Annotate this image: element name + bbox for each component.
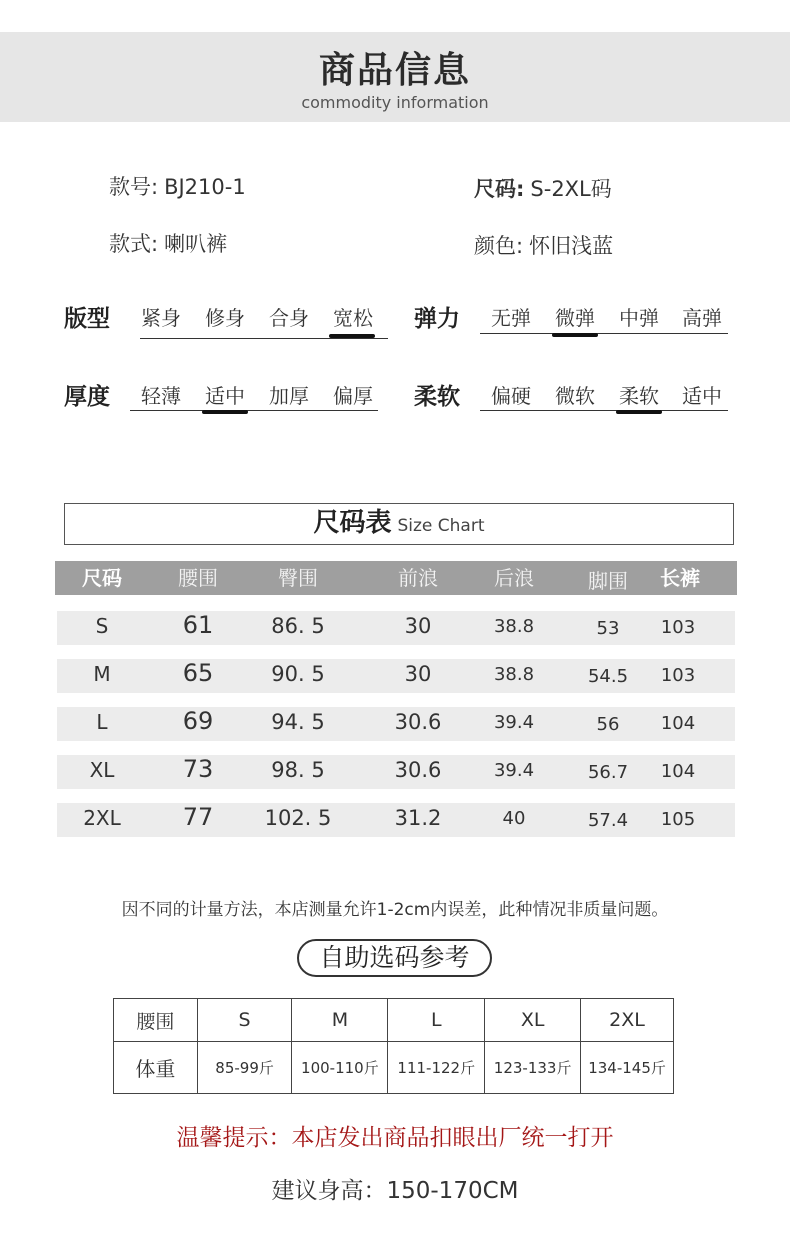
size-chart-title-cn: 尺码表 xyxy=(313,508,392,538)
table-cell-weight: 85-99斤 xyxy=(197,1042,292,1094)
table-cell-size: L xyxy=(388,999,485,1042)
table-row xyxy=(114,999,674,1042)
table-cell-size: XL xyxy=(89,758,115,782)
warm-tip: 温馨提示：本店发出商品扣眼出厂统一打开 xyxy=(176,1125,614,1151)
thickness-baseline xyxy=(130,410,378,411)
table-cell-weight: 123-133斤 xyxy=(485,1042,581,1094)
table-cell-waist: 69 xyxy=(182,707,214,735)
table-cell-length: 104 xyxy=(660,713,696,734)
thickness-selected-marker xyxy=(202,410,248,414)
thickness-option-selected: 适中 xyxy=(205,384,245,408)
softness-option: 微软 xyxy=(555,384,595,408)
elasticity-option: 高弹 xyxy=(682,306,722,330)
size-chart-header-cell: 脚围 xyxy=(588,569,628,593)
measurement-note: 因不同的计量方法，本店测量允许1-2cm内误差，此种情况非质量问题。 xyxy=(121,900,669,920)
table-cell-back-rise: 40 xyxy=(502,808,526,829)
fit-option: 合身 xyxy=(269,306,309,330)
table-cell-hip: 98. 5 xyxy=(271,758,325,782)
table-cell-back-rise: 39.4 xyxy=(493,712,535,733)
thickness-option: 轻薄 xyxy=(141,384,181,408)
table-cell-weight: 134-145斤 xyxy=(581,1042,674,1094)
softness-option: 适中 xyxy=(682,384,722,408)
page-title: 商品信息 xyxy=(318,50,471,91)
table-cell-waist-label: 腰围 xyxy=(114,999,198,1042)
table-cell-waist: 77 xyxy=(182,803,214,831)
size-chart-title xyxy=(64,503,734,545)
table-cell-size: 2XL xyxy=(581,999,674,1042)
size-label: 尺码: xyxy=(474,177,525,201)
height-recommendation: 建议身高：150-170CM xyxy=(271,1178,519,1204)
size-chart-header-cell: 尺码 xyxy=(82,566,122,590)
elasticity-label: 弹力 xyxy=(414,306,460,332)
fit-selected-marker xyxy=(329,334,375,338)
size-value: S-2XL码 xyxy=(530,177,612,201)
table-cell-length: 103 xyxy=(660,665,696,686)
page-subtitle: commodity information xyxy=(301,93,489,112)
table-cell-hip: 102. 5 xyxy=(264,806,332,830)
size-chart-header-cell: 长裤 xyxy=(660,566,700,590)
table-cell-hem: 56 xyxy=(596,714,620,735)
table-cell-hip: 94. 5 xyxy=(271,710,325,734)
table-cell-waist: 65 xyxy=(182,659,214,687)
size-chart-header-cell: 臀围 xyxy=(278,566,318,590)
table-cell-hem: 57.4 xyxy=(587,810,629,831)
elasticity-option: 无弹 xyxy=(491,306,531,330)
type-info xyxy=(109,228,227,258)
table-cell-weight: 100-110斤 xyxy=(292,1042,388,1094)
self-help-title: 自助选码参考 xyxy=(297,939,492,977)
table-cell-front-rise: 31.2 xyxy=(394,806,442,830)
thickness-option: 加厚 xyxy=(269,384,309,408)
softness-selected-marker xyxy=(616,410,662,414)
fit-option: 紧身 xyxy=(141,306,181,330)
size-chart-header-cell: 后浪 xyxy=(494,566,534,590)
table-cell-hem: 54.5 xyxy=(587,666,629,687)
table-cell-back-rise: 39.4 xyxy=(493,760,535,781)
table-cell-size: L xyxy=(96,710,108,734)
table-cell-size: M xyxy=(93,662,111,686)
elasticity-selected-marker xyxy=(552,333,598,337)
softness-label: 柔软 xyxy=(414,384,460,410)
style-no-label: 款号: xyxy=(109,175,159,199)
table-cell-front-rise: 30.6 xyxy=(394,710,442,734)
thickness-label: 厚度 xyxy=(64,384,110,410)
table-cell-hip: 90. 5 xyxy=(271,662,325,686)
table-cell-front-rise: 30 xyxy=(404,662,432,686)
size-info xyxy=(474,173,612,203)
fit-baseline xyxy=(140,338,388,339)
elasticity-option: 中弹 xyxy=(619,306,659,330)
style-no-info xyxy=(109,171,246,201)
elasticity-baseline xyxy=(480,333,728,334)
table-cell-weight-label: 体重 xyxy=(114,1042,198,1094)
table-cell-length: 105 xyxy=(660,809,696,830)
table-cell-hem: 53 xyxy=(596,618,620,639)
table-cell-back-rise: 38.8 xyxy=(493,616,535,637)
table-cell-length: 104 xyxy=(660,761,696,782)
size-chart-header-cell: 腰围 xyxy=(178,566,218,590)
table-cell-size: XL xyxy=(485,999,581,1042)
thickness-option: 偏厚 xyxy=(333,384,373,408)
color-info xyxy=(474,230,613,260)
style-no-value: BJ210-1 xyxy=(164,175,246,199)
table-cell-weight: 111-122斤 xyxy=(388,1042,485,1094)
fit-option-selected: 宽松 xyxy=(333,306,373,330)
table-cell-hem: 56.7 xyxy=(587,762,629,783)
color-value: 怀旧浅蓝 xyxy=(529,234,614,258)
table-cell-waist: 61 xyxy=(182,611,214,639)
table-cell-length: 103 xyxy=(660,617,696,638)
table-cell-back-rise: 38.8 xyxy=(493,664,535,685)
color-label: 颜色: xyxy=(474,234,524,258)
table-cell-size: M xyxy=(292,999,388,1042)
table-cell-waist: 73 xyxy=(182,755,214,783)
table-cell-front-rise: 30 xyxy=(404,614,432,638)
softness-baseline xyxy=(480,410,728,411)
softness-option: 偏硬 xyxy=(491,384,531,408)
size-chart-title-en: Size Chart xyxy=(397,516,485,536)
type-value: 喇叭裤 xyxy=(164,232,228,256)
weight-reference-table xyxy=(113,998,674,1094)
table-cell-front-rise: 30.6 xyxy=(394,758,442,782)
table-cell-size: S xyxy=(197,999,292,1042)
fit-label: 版型 xyxy=(64,306,110,332)
table-cell-size: 2XL xyxy=(83,806,121,830)
elasticity-option-selected: 微弹 xyxy=(555,306,595,330)
softness-option-selected: 柔软 xyxy=(619,384,659,408)
table-row xyxy=(114,1042,674,1094)
table-cell-size: S xyxy=(95,614,109,638)
fit-option: 修身 xyxy=(205,306,245,330)
size-chart-header-cell: 前浪 xyxy=(398,566,438,590)
table-cell-hip: 86. 5 xyxy=(271,614,325,638)
type-label: 款式: xyxy=(109,232,159,256)
